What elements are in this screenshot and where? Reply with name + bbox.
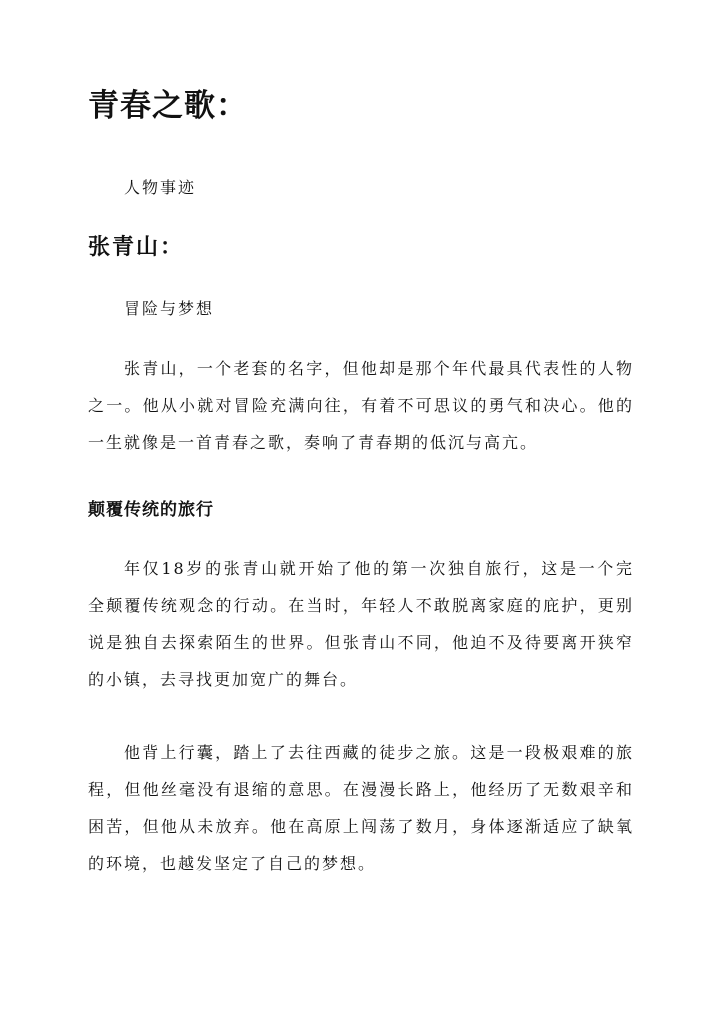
intro-paragraph: 张青山，一个老套的名字，但他却是那个年代最具代表性的人物之一。他从小就对冒险充满向往，有着不可思议的勇气和决心。他的一生就像是一首青春之歌，奏响了青春期的低沉与高亢。 (88, 359, 634, 452)
page-title: 青春之歌： (88, 88, 248, 124)
paragraph-first-journey: 年仅18岁的张青山就开始了他的第一次独自旅行，这是一个完全颠覆传统观念的行动。在当时，年轻人不敢脱离家庭的庇护，更别说是独自去探索陌生的世界。但张青山不同，他迫不及待要离开狭窄的小镇，去寻找更加宽广的舞台。 (88, 559, 634, 689)
subtitle-adventure-dream: 冒险与梦想 (124, 299, 215, 318)
person-heading: 张青山： (88, 234, 185, 260)
paragraph-tibet-trek: 他背上行囊，踏上了去往西藏的徒步之旅。这是一段极艰难的旅程，但他丝毫没有退缩的意思。在漫漫长路上，他经历了无数艰辛和困苦，但他从未放弃。他在高原上闯荡了数月，身体逐渐适应了缺氧的环境，也越发坚定了自己的梦想。 (88, 743, 634, 873)
subtitle-person-stories: 人物事迹 (124, 178, 197, 197)
section-heading: 颠覆传统的旅行 (88, 500, 214, 520)
